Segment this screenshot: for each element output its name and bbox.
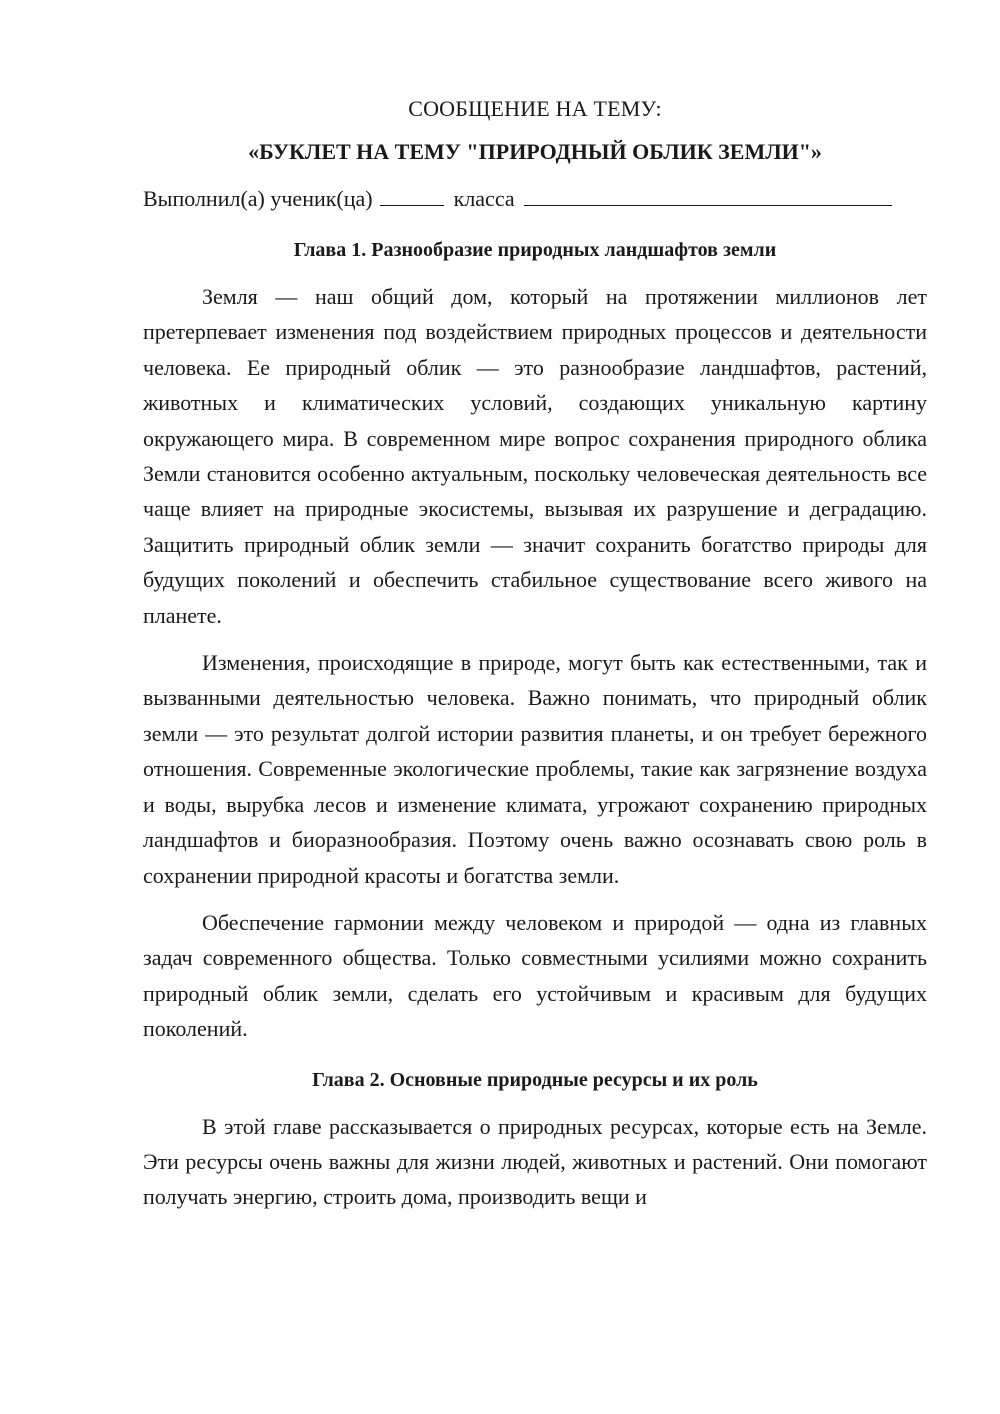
chapter2-heading: Глава 2. Основные природные ресурсы и их роль bbox=[312, 1068, 758, 1091]
document-title-topic: «БУКЛЕТ НА ТЕМУ "ПРИРОДНЫЙ ОБЛИК ЗЕМЛИ"» bbox=[248, 139, 822, 164]
chapter1-heading: Глава 1. Разнообразие природных ландшафтов земли bbox=[293, 239, 777, 261]
chapter2-paragraph: В этой главе рассказывается о природных ресурсах, которые есть на Земле. Эти ресурсы очень важны для жизни людей, животных и растений. Они помогают получать энергию, строить дома, производить вещи и bbox=[143, 1113, 927, 1210]
chapter1-paragraph: Обеспечение гармонии между человеком и природой — одна из главных задач современного общества. Только совместными усилиями можно сохранить природный облик земли, сделать его устойчивым и красивым для будущих поколений. bbox=[143, 909, 927, 1042]
author-prefix: Выполнил(а) ученик(ца) bbox=[143, 186, 373, 211]
class-number-blank bbox=[380, 183, 444, 206]
author-class-word: класса bbox=[453, 186, 515, 211]
chapter1-paragraph: Изменения, происходящие в природе, могут быть как естественными, так и вызванными деятельностью человека. Важно понимать, что природный облик земли — это результат долгой истории развития планеты, и он требует бережного отношения. Современные экологические проблемы, такие как загрязнение воздуха и воды, вырубка лесов и изменение климата, угрожают сохранению природных ландшафтов и биоразнообразия. Поэтому очень важно осознавать свою роль в сохранении природной красоты и богатства земли. bbox=[143, 650, 927, 888]
author-line bbox=[143, 182, 927, 216]
document-title-line1: СООБЩЕНИЕ НА ТЕМУ: bbox=[408, 96, 662, 121]
chapter1-paragraph: Земля — наш общий дом, который на протяжении миллионов лет претерпевает изменения под воздействием природных процессов и деятельности человека. Ее природный облик — это разнообразие ландшафтов, растений, животных и климатических условий, создающих уникальную картину окружающего мира. В современном мире вопрос сохранения природного облика Земли становится особенно актуальным, поскольку человеческая деятельность все чаще влияет на природные экосистемы, вызывая их разрушение и деградацию. Защитить природный облик земли — значит сохранить богатство природы для будущих поколений и обеспечить стабильное существование всего живого на планете. bbox=[143, 284, 927, 628]
student-name-blank bbox=[524, 183, 892, 206]
document-page bbox=[143, 92, 927, 1227]
